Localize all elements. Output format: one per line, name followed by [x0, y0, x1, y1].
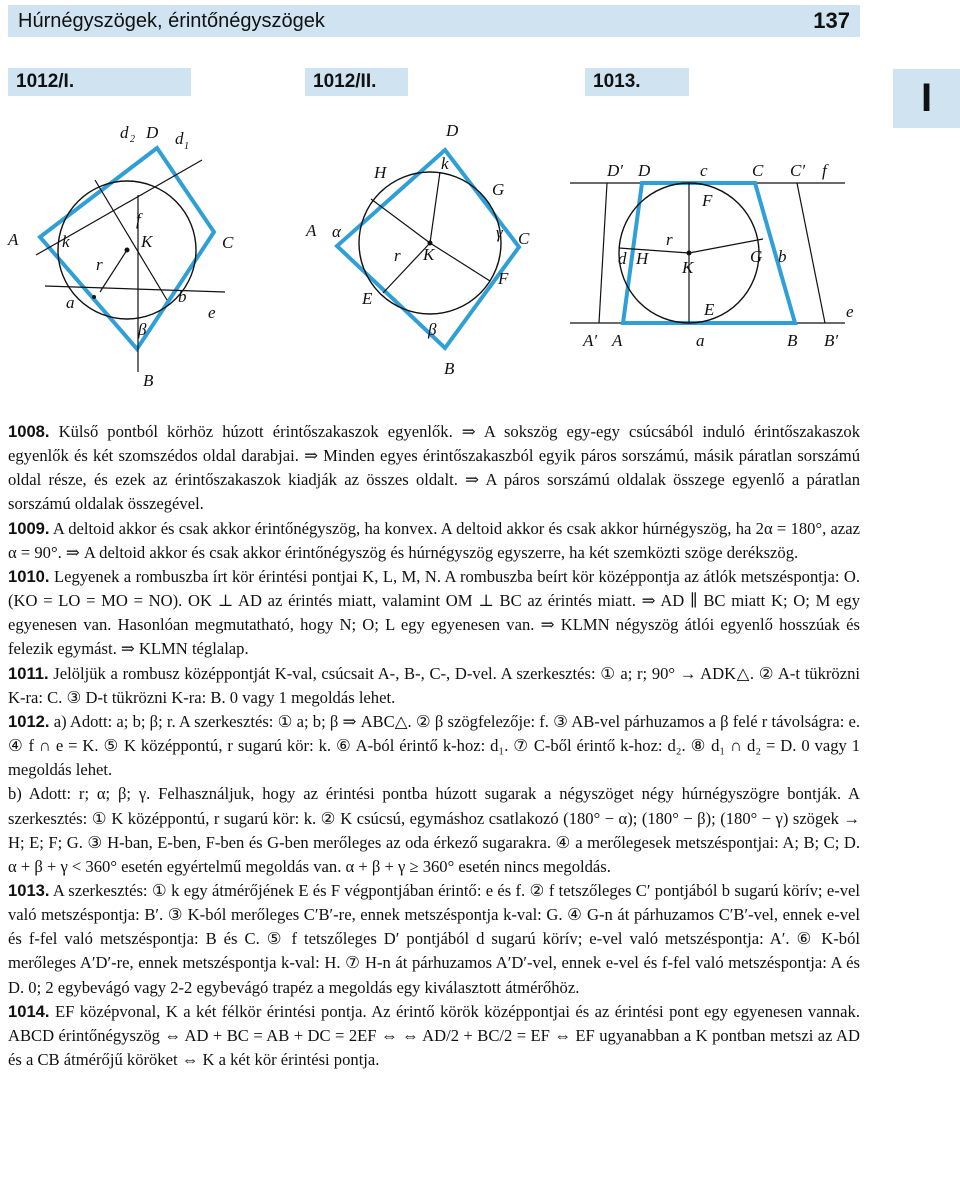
svg-text:k: k	[441, 154, 449, 173]
figure-1013	[570, 161, 854, 350]
svg-text:E: E	[704, 300, 715, 319]
svg-text:F: F	[702, 191, 713, 210]
svg-text:2: 2	[130, 134, 135, 145]
svg-text:f: f	[822, 161, 827, 180]
line-d1	[36, 160, 202, 255]
svg-text:γ: γ	[496, 223, 503, 242]
svg-text:C: C	[518, 229, 530, 248]
svg-text:r: r	[394, 246, 401, 265]
chapter-tab: I	[893, 69, 960, 128]
svg-text:c: c	[700, 161, 708, 180]
svg-text:H: H	[374, 163, 387, 182]
svg-text:B′: B′	[824, 331, 839, 350]
svg-text:G: G	[492, 180, 505, 199]
svg-text:b: b	[778, 247, 787, 266]
svg-text:K: K	[423, 245, 435, 264]
svg-text:1: 1	[184, 141, 189, 152]
svg-text:B: B	[143, 371, 154, 390]
svg-text:k: k	[62, 232, 70, 251]
svg-text:K: K	[141, 232, 153, 251]
svg-text:B: B	[444, 359, 455, 378]
svg-text:H: H	[636, 249, 649, 268]
radius-r	[100, 250, 127, 292]
paragraph-1013: 1013. A szerkesztés: ① k egy átmérőjének E és F végpontjában érintő: e és f. ② f tetszőleges C′ pontjából b sugarú körív; e-vel való metszéspontja: B′. ③ K-ból merőleges C′B′-re, ennek metszéspontja k-val: G. ④ G-n át párhuzamos C′B′-vel, ennek e-vel és f-fel való metszéspontja: B és C. ⑤ f tetszőleges D′ pontjából d sugarú körív; e-vel való metszéspontja: A′. ⑥ K-ból merőleges A′D′-re, ennek metszéspontja k-val: H. ⑦ H-n át párhuzamos A′D′-vel, ennek e-vel és f-fel való metszéspontja: A és D. 0; 2 egybevágó vagy 2-2 egybevágó trapéz a megoldás egy kiválasztott átmérőhöz.	[8, 880, 860, 997]
svg-text:C′: C′	[790, 161, 806, 180]
figures-area	[0, 100, 960, 390]
svg-text:A: A	[612, 331, 623, 350]
paragraph-1012a: 1012. a) Adott: a; b; β; r. A szerkesztés: ① a; b; β ⇒ ABC△. ② β szögfelezője: f. ③ AB-vel párhuzamos a β felé r távolságra: e. ④ f ∩ e = K. ⑤ K középpontú, r sugarú kör: k. ⑥ A-ból érintő k-hoz: d₁. ⑦ C-ből érintő k-hoz: d₂. ⑧ d₁ ∩ d₂ = D. 0 vagy 1 megoldás lehet.	[8, 711, 860, 780]
paragraph-1012b: b) Adott: r; α; β; γ. Felhasználjuk, hogy az érintési pontba húzott sugarak a négyszöget négy húrnégyszögre bontják. A szerkesztés: ① K középpontú, r sugarú kör: k. ② K csúcsú, egymáshoz csatlakozó (180° − α); (180° − β); (180° − γ) szögek → H; E; F; G. ③ H-ban, E-ben, F-ben és G-ben merőleges az oda érkező sugarakra. ④ a merőlegesek metszéspontjai: A; B; C; D. α + β + γ < 360° esetén egyértelmű megoldás van. α + β + γ ≥ 360° esetén nincs megoldás.	[8, 784, 860, 876]
svg-text:f: f	[136, 210, 141, 229]
figure-label-1013: 1013.	[585, 68, 689, 96]
svg-text:e: e	[846, 302, 854, 321]
page-number: 137	[813, 8, 850, 33]
solutions-text	[8, 420, 860, 1072]
figure-label-1012-ii: 1012/II.	[305, 68, 408, 96]
label-d2: d	[120, 123, 129, 142]
svg-text:A′: A′	[583, 331, 598, 350]
figure-1012-ii	[305, 121, 530, 378]
svg-text:d: d	[175, 129, 184, 148]
svg-text:K: K	[682, 258, 694, 277]
svg-text:a: a	[696, 331, 705, 350]
svg-text:D: D	[146, 123, 159, 142]
figure-label-1012-i: 1012/I.	[8, 68, 191, 96]
svg-text:β: β	[138, 320, 147, 339]
paragraph-1010: 1010. Legyenek a rombuszba írt kör érintési pontjai K, L, M, N. A rombuszba beírt kör középpontja az átlók metszéspontja: O. (KO = LO = MO = NO). OK ⊥ AD az érintés miatt, valamint OM ⊥ BC az érintés miatt. ⇒ AD ∥ BC miatt K; O; M egy egyenesen van. Hasonlóan megmutatható, hogy N; O; L egy egyenesen van. ⇒ KLMN négyszög átlói egyenlő hosszúak és felezik egymást. ⇒ KLMN téglalap.	[8, 566, 860, 659]
svg-text:F: F	[498, 269, 509, 288]
svg-text:d: d	[618, 249, 627, 268]
svg-text:D: D	[446, 121, 459, 140]
paragraph-1011: 1011. Jelöljük a rombusz középpontját K-val, csúcsait A-, B-, C-, D-vel. A szerkesztés: ① a; r; 90° → ADK△. ② A-t tükrözni K-ra: C. ③ D-t tükrözni K-ra: B. 0 vagy 1 megoldás lehet.	[8, 663, 860, 707]
svg-text:C: C	[752, 161, 764, 180]
svg-text:E: E	[362, 289, 373, 308]
svg-text:r: r	[96, 255, 103, 274]
svg-text:G: G	[750, 247, 763, 266]
svg-text:C: C	[222, 233, 234, 252]
svg-text:α: α	[332, 222, 341, 241]
svg-text:D′: D′	[607, 161, 623, 180]
page-title: Húrnégyszögek, érintőnégyszögek	[18, 9, 325, 32]
svg-text:B: B	[787, 331, 798, 350]
svg-text:D: D	[638, 161, 651, 180]
paragraph-1008: 1008. Külső pontból körhöz húzott érintőszakaszok egyenlők. ⇒ A sokszög egy-egy csúcsából induló érintőszakaszok egyenlők és két szomszédos oldal darabjai. ⇒ Minden egyes érintőszakaszból egyik páros sorszámú, másik páratlan sorszámú oldal része, és ezek az érintőszakaszok kiadják az összes oldalt. ⇒ A páros sorszámú oldalak összege egyenlő a páratlan sorszámú oldalak összegével.	[8, 422, 860, 514]
paragraph-1009: 1009. A deltoid akkor és csak akkor érintőnégyszög, ha konvex. A deltoid akkor és csak akkor húrnégyszög, ha 2α = 180°, azaz α = 90°. ⇒ A deltoid akkor és csak akkor érintőnégyszög és húrnégyszög egyszerre, ha két szemközti szöge derékszög.	[8, 518, 860, 562]
figure-1012-i	[7, 123, 234, 390]
svg-text:e: e	[208, 303, 216, 322]
page-header	[8, 5, 860, 37]
svg-text:a: a	[66, 293, 75, 312]
svg-text:β: β	[428, 320, 437, 339]
svg-text:A: A	[8, 230, 19, 249]
paragraph-1014: 1014. EF középvonal, K a két félkör érintési pontja. Az érintő körök középpontjai és az érintési pont egy egyenesen vannak. ABCD érintőnégyszög ⇔ AD + BC = AB + DC = 2EF ⇔ ⇔ AD/2 + BC/2 = EF ⇔ EF ugyanabban a K pontban metszi az AD és a CB átmérőjű köröket ⇔ K a két kör érintési pontja.	[8, 1001, 860, 1070]
svg-text:b: b	[178, 287, 187, 306]
svg-text:r: r	[666, 230, 673, 249]
svg-text:A: A	[306, 221, 317, 240]
